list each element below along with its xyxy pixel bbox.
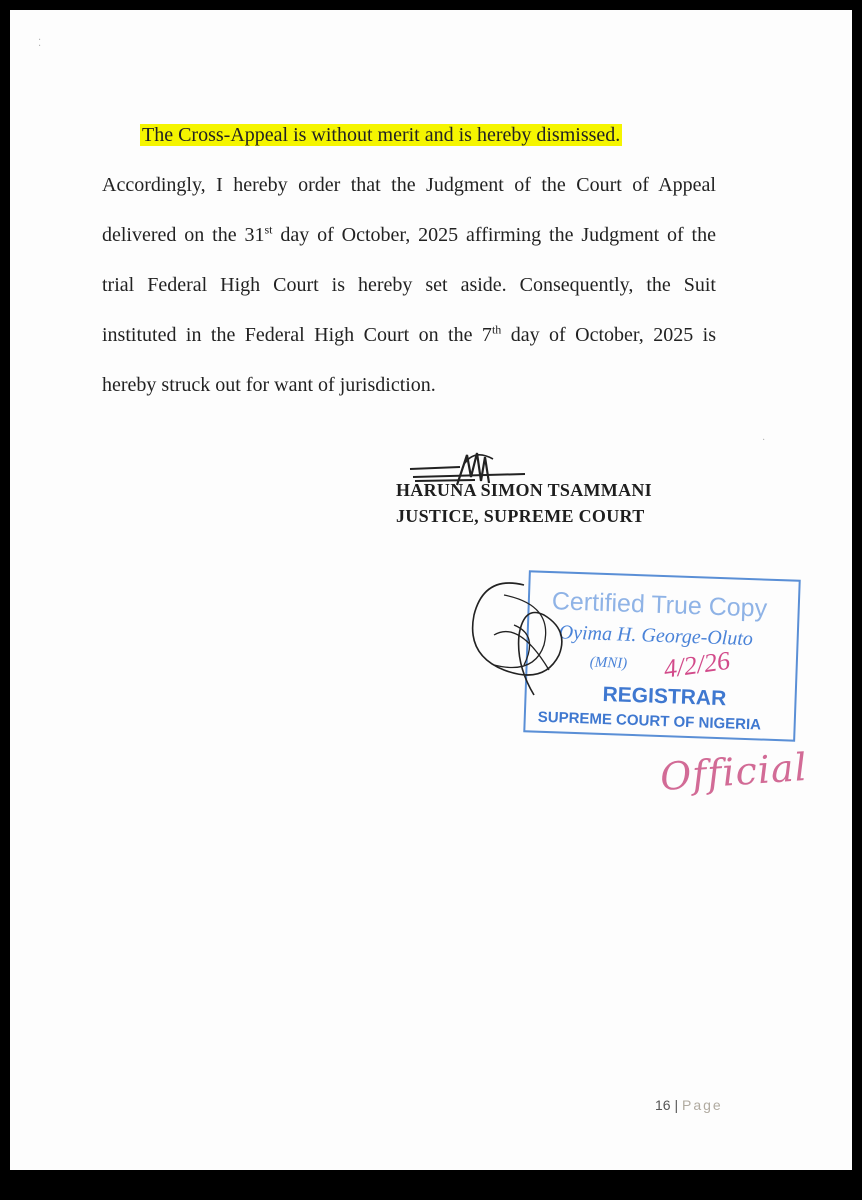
scan-speck: ⁚ bbox=[38, 38, 42, 49]
stamp-organisation: SUPREME COURT OF NIGERIA bbox=[537, 708, 762, 734]
stamp-date: 4/2/26 bbox=[661, 645, 732, 684]
justice-name: HARUNA SIMON TSAMMANI bbox=[396, 480, 652, 500]
line-text: instituted in the Federal High Court on the 7 bbox=[102, 324, 492, 346]
paragraph-line bbox=[102, 210, 716, 260]
registrar-signature bbox=[464, 575, 584, 705]
paragraph-line: hereby struck out for want of jurisdiction. bbox=[102, 374, 436, 396]
stamp-certified-text: Certified True Copy bbox=[551, 587, 768, 623]
scan-speck: · bbox=[762, 435, 766, 446]
signature-block bbox=[396, 480, 652, 532]
line-text: day of October, 2025 is bbox=[501, 324, 716, 346]
judgment-paragraph bbox=[102, 110, 716, 410]
stamp-honours: (MNI) bbox=[589, 654, 628, 672]
highlighted-sentence: The Cross-Appeal is without merit and is hereby dismissed. bbox=[142, 124, 621, 146]
paragraph-line: trial Federal High Court is hereby set aside. Consequently, the Suit bbox=[102, 274, 716, 296]
stamp-role: REGISTRAR bbox=[602, 682, 727, 711]
line-text: delivered on the 31 bbox=[102, 224, 265, 246]
stamp-signatory: Oyima H. George-Oluto bbox=[558, 621, 754, 651]
page-number: 16 bbox=[655, 1097, 671, 1113]
official-annotation: Official bbox=[658, 744, 810, 800]
ordinal-suffix: st bbox=[264, 222, 273, 237]
line-text: day of October, 2025 affirming the Judgment of the bbox=[272, 224, 716, 246]
ordinal-suffix: th bbox=[491, 322, 502, 337]
paragraph-line: Accordingly, I hereby order that the Judgment of the Court of Appeal bbox=[102, 174, 716, 196]
document-page bbox=[10, 10, 852, 1170]
paragraph-line bbox=[102, 310, 716, 360]
justice-title: JUSTICE, SUPREME COURT bbox=[396, 506, 645, 526]
page-label: Page bbox=[682, 1097, 723, 1113]
page-separator: | bbox=[674, 1097, 679, 1113]
page-footer bbox=[655, 1097, 723, 1113]
